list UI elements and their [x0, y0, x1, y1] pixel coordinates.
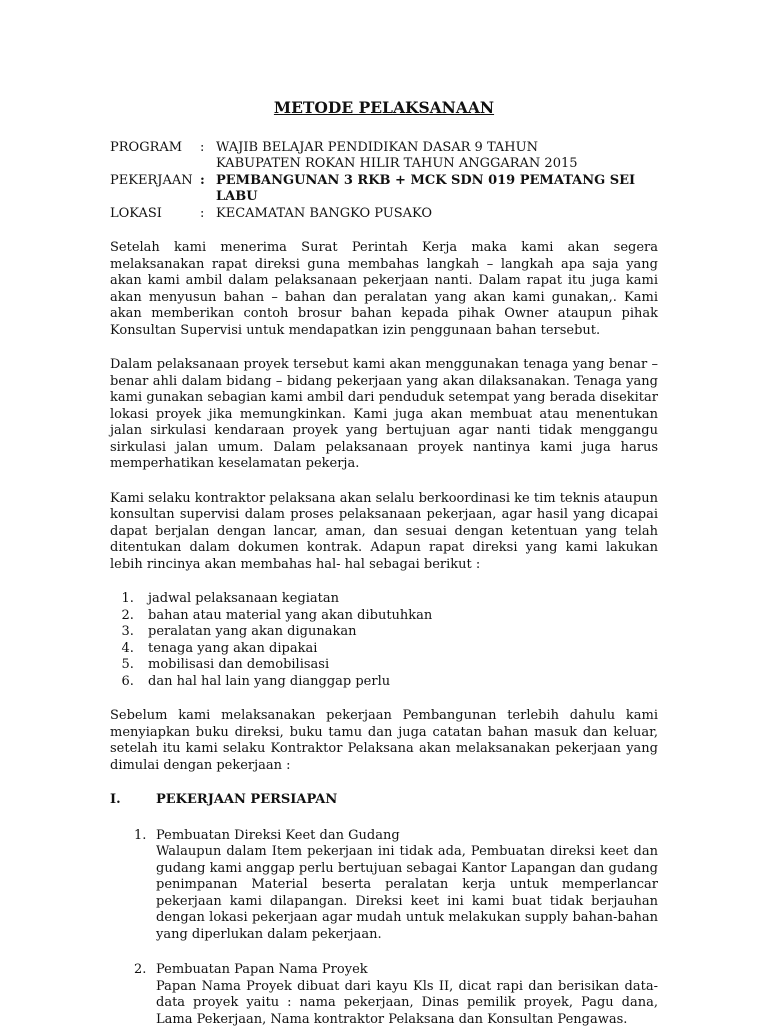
- sub-item: [110, 828, 658, 944]
- sub-item-heading: Pembuatan Direksi Keet dan Gudang: [156, 828, 658, 845]
- sub-item-heading: Pembuatan Papan Nama Proyek: [156, 962, 658, 979]
- paragraph: Dalam pelaksanaan proyek tersebut kami akan menggunakan tenaga yang benar – benar ahli dalam bidang – bidang pekerjaan yang akan dilaksanakan. Tenaga yang kami gunakan sebagian kami ambil dari penduduk setempat yang berada disekitar lokasi proyek jika memungkinkan. Kami juga akan membuat atau menentukan jalan sirkulasi kendaraan proyek yang bertujuan agar nanti tidak menggangu sirkulasi jalan umum. Dalam pelaksanaan proyek nantinya kami juga harus memperhatikan keselamatan pekerja.: [110, 357, 658, 473]
- paragraph: Setelah kami menerima Surat Perintah Kerja maka kami akan segera melaksanakan rapat direksi guna membahas langkah – langkah apa saja yang akan kami ambil dalam pelaksanaan pekerjaan nanti. Dalam rapat itu juga kami akan menyusun bahan – bahan dan peralatan yang akan kami gunakan,. Kami akan memberikan contoh brosur bahan kepada pihak Owner ataupun pihak Konsultan Supervisi untuk mendapatkan izin penggunaan bahan tersebut.: [110, 240, 658, 339]
- section-heading: [110, 792, 658, 809]
- sub-item-number-wrap: [110, 962, 156, 1028]
- info-row-lokasi: [110, 206, 658, 223]
- list-item: 2. bahan atau material yang akan dibutuhkan: [138, 608, 658, 625]
- info-label: LOKASI: [110, 206, 200, 223]
- list-item: 5. mobilisasi dan demobilisasi: [138, 657, 658, 674]
- info-value-line: KABUPATEN ROKAN HILIR TAHUN ANGGARAN 2015: [216, 156, 658, 173]
- meeting-agenda-list: [110, 591, 658, 690]
- sub-item-body: [156, 962, 658, 1028]
- sub-item-number: 1.: [134, 828, 156, 845]
- info-value: [216, 140, 658, 173]
- info-value: [216, 206, 658, 223]
- info-row-program: [110, 140, 658, 173]
- sub-item-number: 2.: [134, 962, 156, 979]
- document-title: METODE PELAKSANAAN: [110, 100, 658, 117]
- project-info: [110, 140, 658, 223]
- list-item: 6. dan hal hal lain yang dianggap perlu: [138, 674, 658, 691]
- section-number: I.: [110, 792, 156, 809]
- info-colon: :: [200, 140, 216, 173]
- sub-item-body: [156, 828, 658, 944]
- info-row-pekerjaan: [110, 173, 658, 206]
- info-value-line: PEMBANGUNAN 3 RKB + MCK SDN 019 PEMATANG SEI LABU: [216, 173, 658, 206]
- list-item: 3. peralatan yang akan digunakan: [138, 624, 658, 641]
- info-label: PEKERJAAN: [110, 173, 200, 206]
- sub-item-text: Papan Nama Proyek dibuat dari kayu Kls II, dicat rapi dan berisikan data-data proyek yaitu : nama pekerjaan, Dinas pemilik proyek, Pagu dana, Lama Pekerjaan, Nama kontraktor Pelaksana dan Konsultan Pengawas.: [156, 979, 658, 1028]
- paragraph: Sebelum kami melaksanakan pekerjaan Pembangunan terlebih dahulu kami menyiapkan buku direksi, buku tamu dan juga catatan bahan masuk dan keluar, setelah itu kami selaku Kontraktor Pelaksana akan melaksanakan pekerjaan yang dimulai dengan pekerjaan :: [110, 708, 658, 774]
- info-value-line: KECAMATAN BANGKO PUSAKO: [216, 206, 658, 223]
- info-value-line: WAJIB BELAJAR PENDIDIKAN DASAR 9 TAHUN: [216, 140, 658, 157]
- info-colon: :: [200, 173, 216, 206]
- section-title: PEKERJAAN PERSIAPAN: [156, 792, 337, 809]
- list-item: 1. jadwal pelaksanaan kegiatan: [138, 591, 658, 608]
- list-item: 4. tenaga yang akan dipakai: [138, 641, 658, 658]
- sub-item-text: Walaupun dalam Item pekerjaan ini tidak ada, Pembuatan direksi keet dan gudang kami anggap perlu bertujuan sebagai Kantor Lapangan dan gudang penimpanan Material beserta peralatan kerja untuk memperlancar pekerjaan kami dilapangan. Direksi keet ini kami buat tidak berjauhan dengan lokasi pekerjaan agar mudah untuk melakukan supply bahan-bahan yang diperlukan dalam pekerjaan.: [156, 844, 658, 943]
- info-value: [216, 173, 658, 206]
- sub-item: [110, 962, 658, 1028]
- paragraph: Kami selaku kontraktor pelaksana akan selalu berkoordinasi ke tim teknis ataupun konsultan supervisi dalam proses pelaksanaan pekerjaan, agar hasil yang dicapai dapat berjalan dengan lancar, aman, dan sesuai dengan ketentuan yang telah ditentukan dalam dokumen kontrak. Adapun rapat direksi yang kami lakukan lebih rincinya akan membahas hal- hal sebagai berikut :: [110, 491, 658, 574]
- sub-item-number-wrap: [110, 828, 156, 944]
- info-colon: :: [200, 206, 216, 223]
- info-label: PROGRAM: [110, 140, 200, 173]
